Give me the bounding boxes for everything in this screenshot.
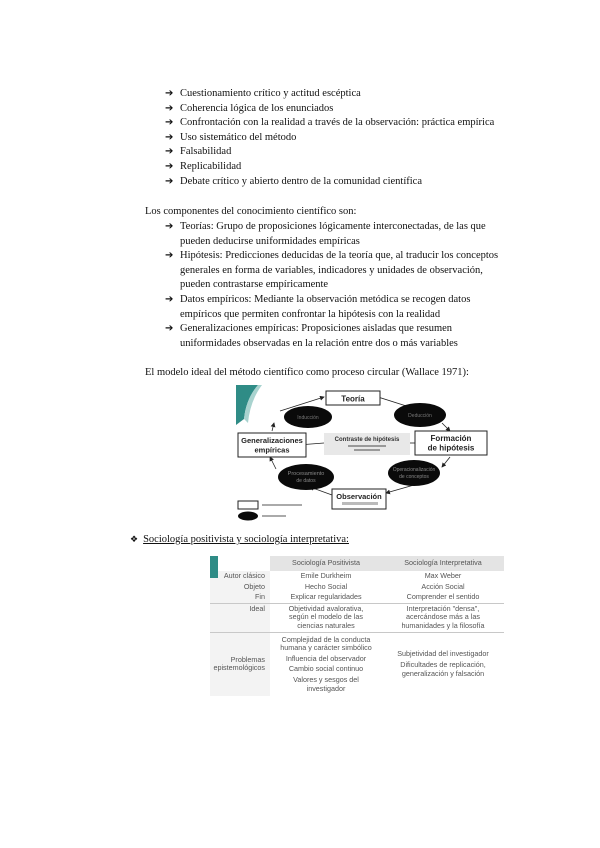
operacionalizacion-label: Operacionalización [392,467,436,473]
arrow-bullet-icon: ➔ [165,293,174,305]
procesamiento-sublabel: de datos [296,478,316,484]
table-row: Objeto Hecho Social Acción Social [210,582,504,593]
arrow-bullet-icon: ➔ [165,221,174,232]
procesamiento-oval [278,464,334,490]
observacion-sublabel [342,502,378,505]
table-row: Autor clásico Emile Durkheim Max Weber [210,571,504,582]
arrow-bullet-icon: ➔ [165,160,174,172]
operacionalizacion-sublabel: de conceptos [399,474,429,480]
list-item: ➔ Uso sistemático del método [165,131,545,146]
arrow-bullet-icon: ➔ [165,131,174,143]
observacion-label: Observación [336,492,382,501]
list-item: ➔ Generalizaciones empíricas: Proposiciones aisladas que resumen uniformidades observadas en la relación entre dos o más variables [165,323,458,349]
list-item: ➔ Hipótesis: Predicciones deducidas de la teoría que, al traducir los conceptos generales en forma de variables, indicadores y unidades de observación, pueden contrastarse empíricamente [165,250,499,291]
contraste-label: Contraste de hipótesis [334,437,400,443]
legend-oval-text [262,515,286,517]
contraste-sublabel-1 [348,445,386,447]
list-item: ➔ Falsabilidad [165,145,545,160]
formacion-label: Formación [430,434,472,443]
table-row: Ideal Objetividad avalorativa, según el modelo de las ciencias naturales Interpretación "densa", acercándose más a las humanidades y la filosofía [210,603,504,632]
table-header-row [210,556,504,571]
list-item: ➔ Teorías: Grupo de proposiciones lógicamente interconectadas, de las que pueden deducirse uniformidades empíricas [165,221,486,247]
table-row: Fin Explicar regularidades Comprender el sentido [210,592,504,603]
contraste-sublabel-2 [354,449,380,451]
list-item: ➔ Coherencia lógica de los enunciados [165,102,545,117]
legend-oval-swatch [238,512,258,521]
scientific-knowledge-components-list [165,220,525,351]
table-row: Problemas epistemológicos Complejidad de la conducta humana y carácter simbólico Influencia del observador Cambio social continuo Valores y sesgos del investigador Subjetividad del investigador Dificultades de replicación, generalización y falsación [210,632,504,696]
list-item: ➔ Cuestionamiento crítico y actitud escéptica [165,87,545,102]
arrow-bullet-icon: ➔ [165,175,174,187]
components-intro-text: Los componentes del conocimiento científico son: [145,206,357,217]
arrow-bullet-icon: ➔ [165,323,174,335]
procesamiento-label: Procesamiento [287,471,325,477]
list-item: ➔ Confrontación con la realidad a través de la observación: práctica empírica [165,116,545,131]
arrow-bullet-icon: ➔ [165,102,174,114]
scientific-knowledge-characteristics-list [165,87,545,189]
arrow-bullet-icon: ➔ [165,88,174,99]
empiricas-label: empíricas [254,445,290,455]
teoria-label: Teoría [341,394,365,404]
legend-box-text [262,504,302,506]
header-positivista: Sociología Positivista [270,556,382,571]
arrow-bullet-icon: ➔ [165,117,174,129]
operacionalizacion-oval [388,460,440,486]
list-item: ➔ Debate crítico y abierto dentro de la comunidad científica [165,175,545,190]
induccion-label: Inducción [297,415,319,421]
teal-corner-decoration [210,556,218,578]
wallace-model-caption: El modelo ideal del método científico como proceso circular (Wallace 1971): [145,367,469,378]
wallace-cycle-diagram [236,385,494,523]
diamond-bullet-icon: ❖ [130,535,139,545]
deduccion-label: Deducción [408,413,432,419]
list-item: ➔ Replicabilidad [165,160,545,175]
generalizaciones-label: Generalizaciones [241,436,303,445]
list-item: ➔ Datos empíricos: Mediante la observación metódica se recogen datos empíricos que permiten confrontar la hipótesis con la realidad [165,293,471,320]
header-interpretativa: Sociología Interpretativa [382,556,504,571]
arrow-bullet-icon: ➔ [165,146,174,158]
hipotesis-label: de hipótesis [427,443,475,453]
arrow-bullet-icon: ➔ [165,250,174,262]
section-heading: ❖ Sociología positivista y sociología interpretativa: [130,534,349,545]
sociology-comparison-table [210,556,504,730]
legend-box-swatch [238,501,258,509]
